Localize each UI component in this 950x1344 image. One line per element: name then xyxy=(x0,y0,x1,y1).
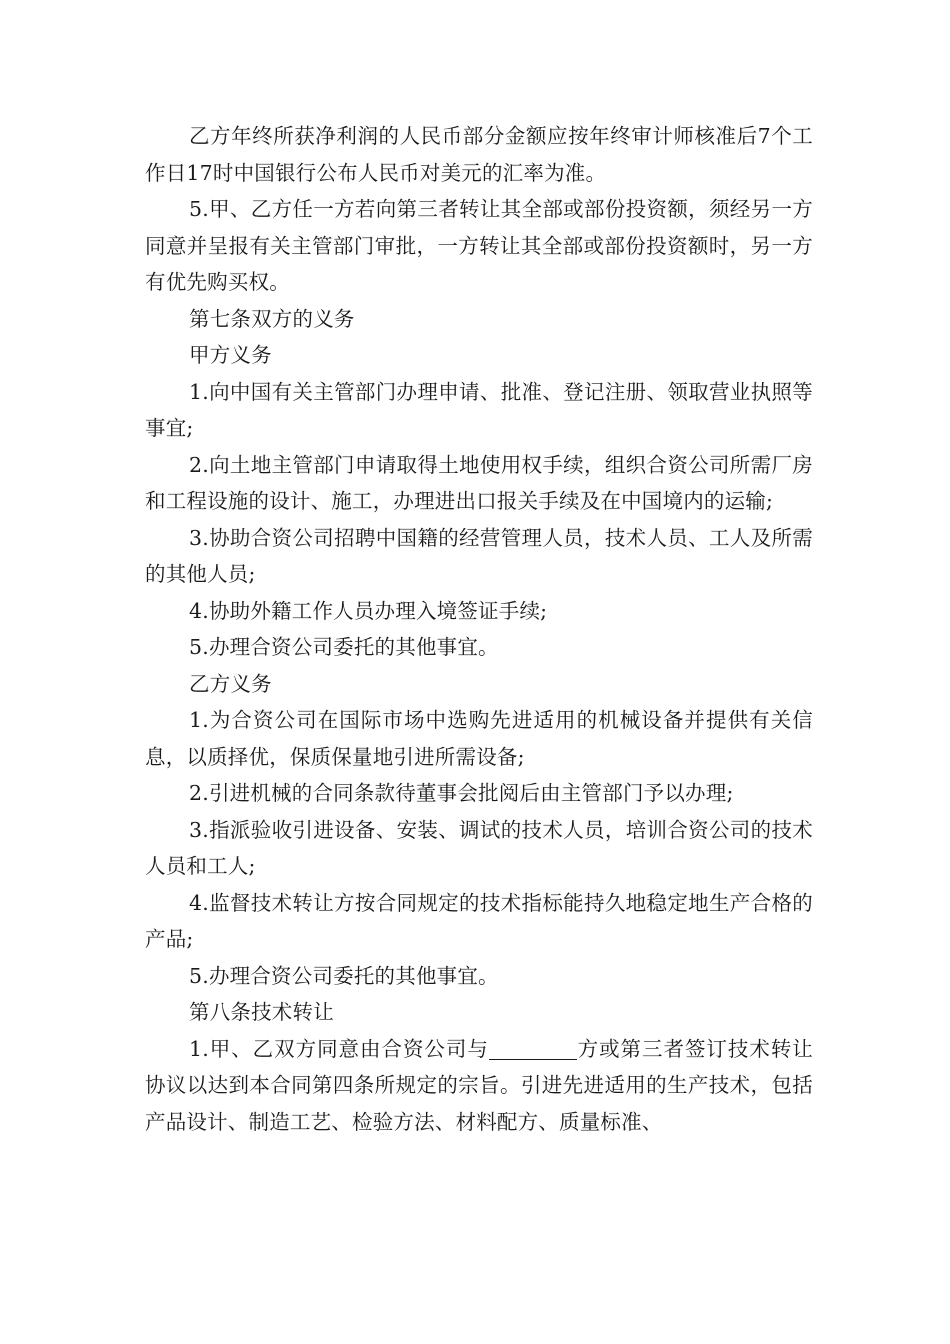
paragraph-investment-transfer: 5.甲、乙方任一方若向第三者转让其全部或部份投资额，须经另一方同意并呈报有关主管部门审批，一方转让其全部或部份投资额时，另一方有优先购买权。 xyxy=(145,197,813,294)
party-a-item-4: 4.协助外籍工作人员办理入境签证手续; xyxy=(189,598,548,623)
party-b-item-2: 2.引进机械的合同条款待董事会批阅后由主管部门予以办理; xyxy=(189,781,734,805)
technology-transfer-text-end: 方或第三者签订技术转让协议以达到本合同第四条所规定的宗旨。引进先进适用的生产技术，包括产品设计、制造工艺、检验方法、材料配方、质量标准、 xyxy=(145,1036,814,1134)
article-7-heading: 第七条双方的义务 xyxy=(189,306,355,331)
party-b-item-3: 3.指派验收引进设备、安装、调试的技术人员，培训合资公司的技术人员和工人; xyxy=(145,817,813,878)
party-a-item-1: 1.向中国有关主管部门办理申请、批准、登记注册、领取营业执照等事宜; xyxy=(145,379,813,440)
party-b-obligations-heading: 乙方义务 xyxy=(189,671,272,696)
party-a-item-5: 5.办理合资公司委托的其他事宜。 xyxy=(189,635,499,659)
party-b-item-1: 1.为合资公司在国际市场中选购先进适用的机械设备并提供有关信息，以质择优，保质保量地引进所需设备; xyxy=(145,708,813,769)
party-b-item-5: 5.办理合资公司委托的其他事宜。 xyxy=(189,963,499,988)
paragraph-profit-exchange-rate: 乙方年终所获净利润的人民币部分金额应按年终审计师核准后7个工作日17时中国银行公布人民币对美元的汇率为准。 xyxy=(145,124,813,185)
fill-in-blank xyxy=(489,1037,577,1060)
party-a-item-3: 3.协助合资公司招聘中国籍的经营管理人员，技术人员、工人及所需的其他人员; xyxy=(145,525,813,586)
technology-transfer-text-start: 1.甲、乙双方同意由合资公司与 xyxy=(189,1036,489,1061)
party-b-item-4: 4.监督技术转让方按合同规定的技术指标能持久地稳定地生产合格的产品; xyxy=(145,890,813,951)
article-8-heading: 第八条技术转让 xyxy=(189,1000,334,1024)
party-a-obligations-heading: 甲方义务 xyxy=(189,343,272,367)
party-a-item-2: 2.向土地主管部门申请取得土地使用权手续，组织合资公司所需厂房和工程设施的设计、施工，办理进出口报关手续及在中国境内的运输; xyxy=(145,452,813,513)
technology-transfer-item-1 xyxy=(145,1031,813,1141)
document-page xyxy=(145,118,813,1140)
